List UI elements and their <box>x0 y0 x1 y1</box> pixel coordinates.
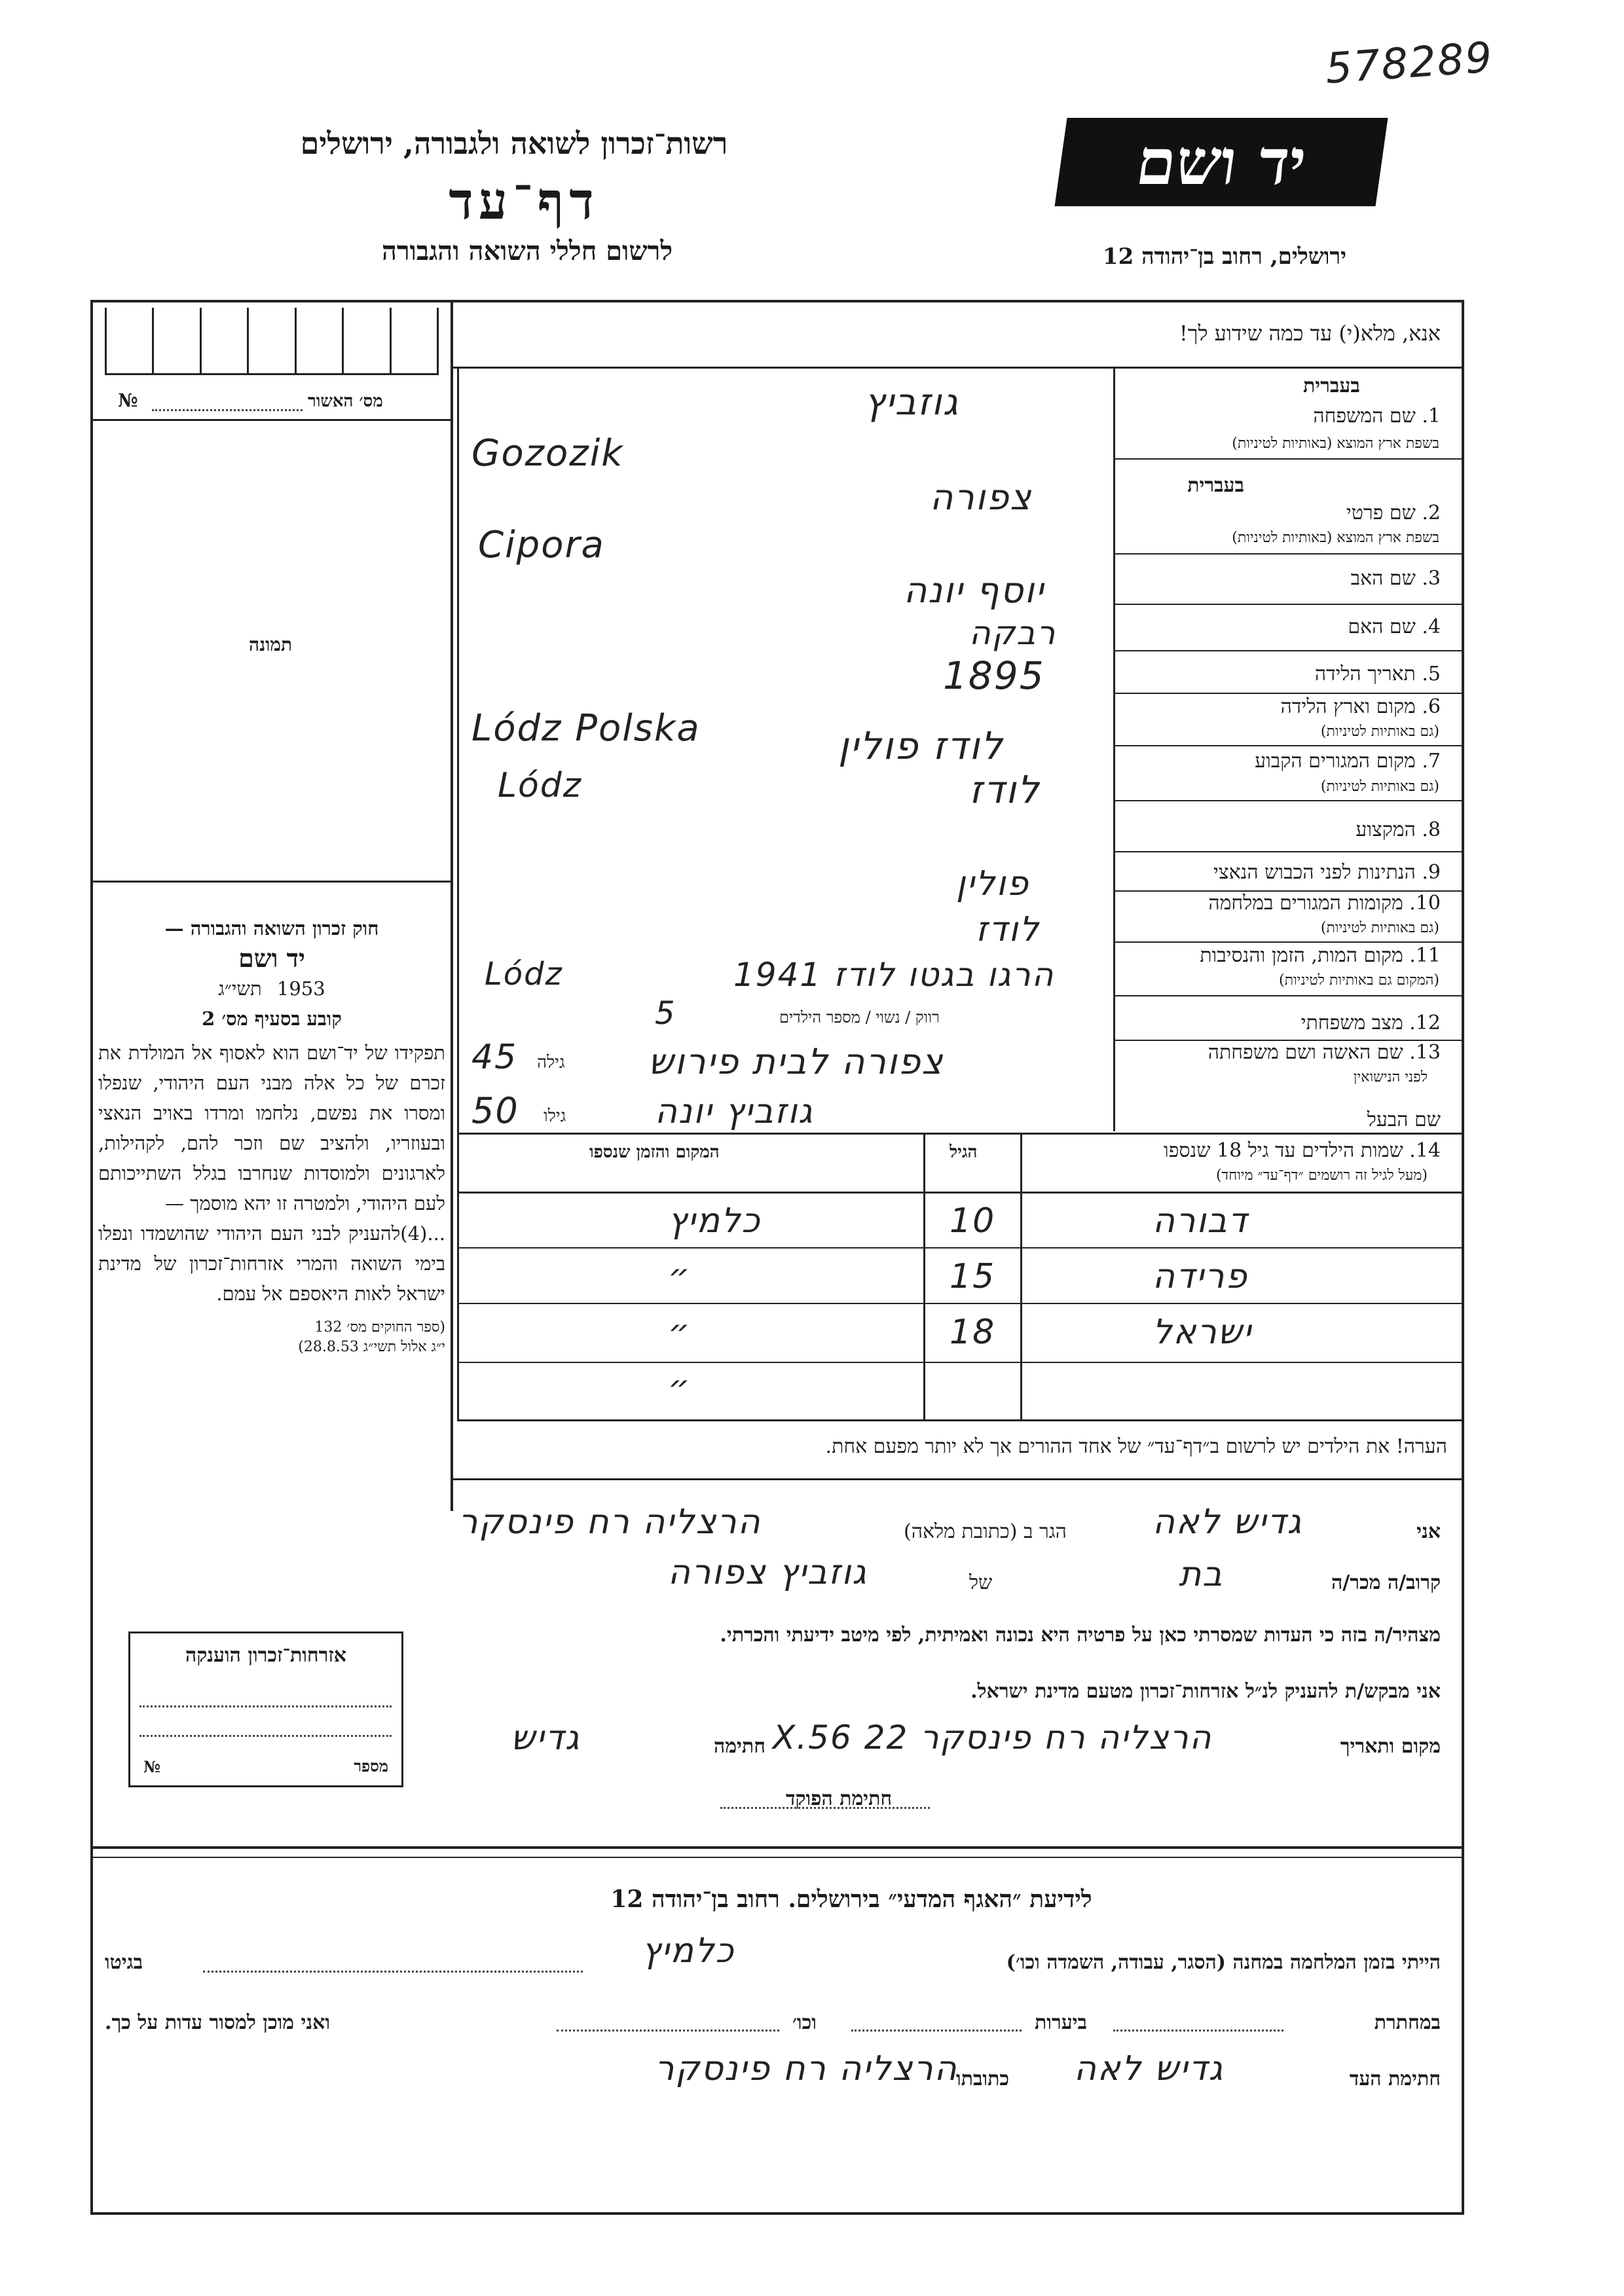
in-hebrew-2: בעברית <box>1187 474 1244 497</box>
col-place: המקום והזמן שנספו <box>589 1142 720 1162</box>
footer-line1: הייתי בזמן המלחמה במחנה (הסגר, עבודה, השמדה וכו׳) <box>1006 1951 1441 1974</box>
field-13-sub: לפני הנישואין <box>1353 1069 1428 1085</box>
field-1-label: 1. שם המשפחה <box>1313 405 1441 428</box>
law-title: חוק זכרון השואה והגבורה — <box>164 917 379 939</box>
field-7-lat: Lódz <box>498 766 583 805</box>
field-2-lat: Cipora <box>478 524 605 566</box>
field-12-options: רווק / נשוי / מספר הילדים <box>779 1008 940 1027</box>
husband-label: שם הבעל <box>1367 1108 1441 1131</box>
field-2-label: 2. שם פרטי <box>1346 501 1441 524</box>
decl-place-date-label: מקום ותאריך <box>1340 1735 1441 1758</box>
decl-signature-val: גדיש <box>511 1719 581 1758</box>
decl-i-val: גדיש לאה <box>1153 1503 1303 1542</box>
note-text: הערה! את הילדים יש לרשום ב״דף־עד״ של אחד ההורים אך לא יותר מפעם אחת. <box>825 1435 1447 1458</box>
footer-address-val: הרצליה רח פינסקר <box>655 2049 958 2088</box>
citizenship-box-no: № <box>143 1757 161 1776</box>
footer-ghetto-label: בגיטו <box>105 1951 143 1974</box>
decl-request-text: אני מבקש/ת להעניק לנ״ל אזרחות־זכרון מטעם מדינת ישראל. <box>970 1680 1441 1703</box>
child-age: 10 <box>950 1201 996 1241</box>
law-year: 1953 <box>276 977 325 1000</box>
law-year-heb: תשי״ג <box>218 977 262 1000</box>
law-text-2: ...(4)להעניק לבני העם היהודי שהושמדו ונפלו בימי השואה והמרי אזרחות־זכרון של מדינת ישראל לאות היאספם אל עמם. <box>98 1222 445 1305</box>
field-6-lat: Lódz Polska <box>471 707 701 750</box>
form-subtitle: לרשום חללי השואה והגבורה <box>381 236 673 266</box>
in-hebrew-1: בעברית <box>1303 374 1360 397</box>
law-logo: יד ושם <box>238 943 305 973</box>
field-6-sub: (גם באותיות לטיניות) <box>1320 723 1439 740</box>
child-name: דבורה <box>1153 1201 1248 1241</box>
address: ירושלים, רחוב בן־יהודה 12 <box>1102 244 1347 270</box>
child-place: ״ <box>668 1313 692 1352</box>
col-age: הגיל <box>950 1142 978 1162</box>
field-3-val: יוסף יונה <box>904 570 1045 611</box>
decl-resident-label: הגר ב (כתובת מלאה) <box>904 1520 1067 1543</box>
field-6-label: 6. מקום וארץ הלידה <box>1280 695 1441 718</box>
footer-forests-label: ביערות <box>1035 2011 1088 2034</box>
footer-etc-label: וכו׳ <box>792 2011 817 2034</box>
law-section: קובע בסעיף מס׳ 2 <box>202 1008 342 1030</box>
field-6-heb: לודז פולין <box>838 723 1004 768</box>
field-9-label: 9. הנתינות לפני הכבוש הנאצי <box>1213 861 1441 884</box>
field-1-lat: Gozozik <box>471 432 624 475</box>
field-13-age: 45 <box>471 1038 518 1077</box>
field-3-label: 3. שם האב <box>1350 567 1441 590</box>
decl-declare-text: מצהיר/ה בזה כי העדות שמסרתי כאן על פרטיה היא נכונה ואמיתית, לפי מיטב ידיעתי והכרתי. <box>720 1624 1441 1647</box>
decl-of-val: גוזביץ צפורה <box>668 1553 868 1592</box>
field-8-label: 8. המקצוע <box>1356 818 1441 841</box>
field-7-sub: (גם באותיות לטיניות) <box>1320 778 1439 795</box>
field-4-val: רבקה <box>969 614 1057 652</box>
authority-title: רשות־זכרון לשואה ולגבורה, ירושלים <box>300 126 728 161</box>
husband-val: גוזביץ יונה <box>655 1092 814 1131</box>
footer-ready-text: ואני מוכן למסור עדות על כך. <box>105 2011 331 2034</box>
field-12-label: 12. מצב משפחתי <box>1301 1011 1441 1034</box>
footer-address-label: כתובתו <box>956 2068 1010 2090</box>
decl-resident-val: הרצליה רח פינסקר <box>458 1503 762 1542</box>
field-7-label: 7. מקום המגורים הקבוע <box>1255 750 1441 773</box>
citizenship-box <box>128 1631 403 1787</box>
footer-line1-val: כלמיץ <box>642 1931 735 1971</box>
law-ref-2: י״ג אלול תשי״ג 28.8.53) <box>298 1339 445 1355</box>
decl-signature-label: חתימה <box>714 1735 766 1758</box>
child-name: ישראל <box>1153 1313 1253 1352</box>
decl-relative-label: קרוב/ה מכר/ה <box>1331 1571 1441 1594</box>
footer-witness-sig-val: גדיש לאה <box>1074 2049 1225 2088</box>
field-14-label: 14. שמות הילדים עד גיל 18 שנספו <box>1164 1139 1441 1162</box>
husband-age-label: גילו <box>544 1106 566 1126</box>
field-12-val: 5 <box>655 995 676 1032</box>
field-2-heb: צפורה <box>930 477 1033 518</box>
citizenship-box-title: אזרחות־זכרון הוענקה <box>185 1644 347 1667</box>
field-11-heb: הרגו בגטו לודז 1941 <box>733 956 1055 994</box>
field-1-sub: בשפת ארץ המוצא (באותיות לטיניות) <box>1232 435 1439 452</box>
child-place: ״ <box>668 1257 692 1296</box>
field-11-lat: Lódz <box>485 956 563 993</box>
child-age: 15 <box>950 1257 996 1296</box>
field-5-val: 1895 <box>943 653 1045 698</box>
field-5-label: 5. תאריך הלידה <box>1314 663 1441 685</box>
field-14-sub: (מעל לגיל זה רושמים ״דף־עד״ מיוחד) <box>1215 1167 1428 1184</box>
field-9-val: פולין <box>956 864 1029 903</box>
child-place: כלמיץ <box>668 1201 762 1241</box>
field-10-label: 10. מקומות המגורים במלחמה <box>1208 892 1441 915</box>
footer-underground-label: במחתרת <box>1374 2011 1441 2034</box>
footer-title: לידיעת ״האגף המדעי״ בירושלים. רחוב בן־יהודה 12 <box>610 1886 1092 1913</box>
approval-label: מס׳ האשור <box>308 392 383 411</box>
field-10-sub: (גם באותיות לטיניות) <box>1320 920 1439 936</box>
decl-of-label: של <box>969 1571 993 1594</box>
footer-witness-sig-label: חתימת העד <box>1349 2068 1441 2090</box>
field-2-sub: בשפת ארץ המוצא (באותיות לטיניות) <box>1232 530 1439 546</box>
field-10-val: לודז <box>976 910 1041 949</box>
field-13-label: 13. שם האשה ושם משפחתה <box>1208 1041 1441 1064</box>
field-11-sub: (המקום גם באותיות לטיניות) <box>1279 972 1439 989</box>
law-ref-1: (ספר החוקים מס׳ 132 <box>314 1319 445 1336</box>
field-4-label: 4. שם האם <box>1348 615 1441 638</box>
child-age: 18 <box>950 1313 996 1352</box>
decl-relative-val: בת <box>1179 1555 1224 1594</box>
decl-place-date-val: הרצליה רח פינסקר 22 X.56 <box>773 1719 1213 1757</box>
form-title: דף־עד <box>449 172 599 231</box>
archive-number: 578289 <box>1323 33 1495 94</box>
field-1-heb: גוזביץ <box>864 381 959 424</box>
field-7-heb: לודז <box>969 767 1041 812</box>
decl-officer-label: חתימת הפוקד <box>786 1787 893 1810</box>
citizenship-box-number: מספר <box>354 1757 388 1776</box>
yad-vashem-logo: יד ושם <box>1055 118 1388 206</box>
photo-label: תמונה <box>249 634 293 655</box>
field-13-val: צפורה לבית פירוש <box>648 1041 944 1082</box>
child-place: ״ <box>668 1368 692 1408</box>
decl-i-label: אני <box>1416 1520 1441 1543</box>
field-13-age-label: גילה <box>537 1053 565 1072</box>
intro-text: אנא, מלא(י) עד כמה שידוע לך! <box>1179 321 1441 346</box>
child-name: פרידה <box>1153 1257 1248 1296</box>
approval-no: № <box>118 390 138 411</box>
law-text: תפקידו של יד־ושם הוא לאסוף אל המולדת את זכרם של כל אלה מבני העם היהודי, שנפלו ומסרו את נפשם, נלחמו ומרדו באויב הנאצי ובעוזריו, ולהציב שם וזכר להם, לקהילות, לארגונים ולמוסדות שנחרבו בגלל השתייכותם לעם היהודי, ולמטרה זו יהא מוסמך — <box>98 1042 445 1214</box>
husband-age: 50 <box>471 1090 519 1131</box>
field-11-label: 11. מקום המות, הזמן והנסיבות <box>1200 944 1441 967</box>
